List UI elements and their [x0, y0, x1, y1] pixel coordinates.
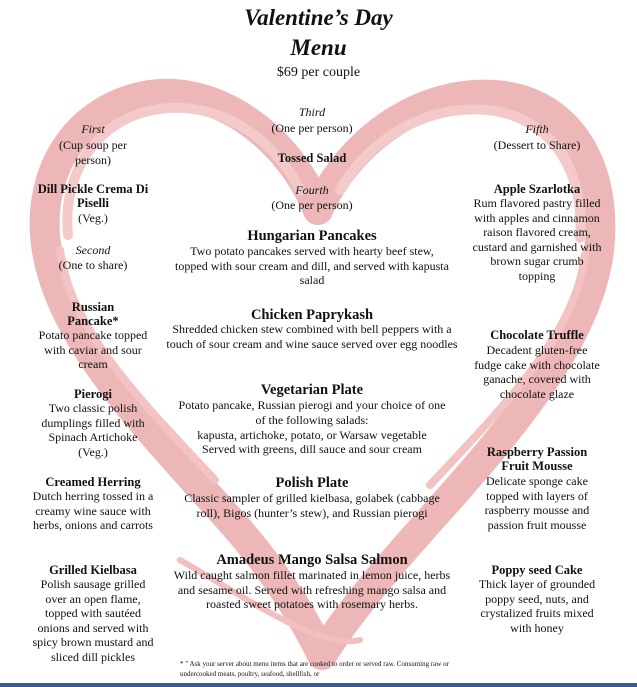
course-first-label: First	[81, 122, 105, 136]
dish-vegetarian-plate-served: Served with greens, dill sauce and sour cream	[202, 442, 422, 456]
dish-raspberry-passion-fruit-mousse: Raspberry Passion Fruit Mousse	[486, 445, 588, 473]
title-line-2: Menu	[290, 35, 347, 60]
course-fourth-note: (One per person)	[271, 198, 353, 212]
dish-hungarian-pancakes-desc: Two potato pancakes served with hearty beef stew, topped with sour cream and dill, and served with kapusta salad	[175, 244, 449, 288]
dish-russian-pancake-desc: Potato pancake topped with caviar and sour cream	[38, 328, 148, 372]
dish-chocolate-truffle-desc: Decadent gluten-free fudge cake with chocolate ganache, covered with chocolate glaze	[474, 343, 600, 401]
dish-polish-plate-desc: Classic sampler of grilled kielbasa, golabek (cabbage roll), Bigos (hunter’s stew), and Russian pierogi	[184, 491, 440, 520]
course-second-label: Second	[75, 243, 111, 257]
dish-creamed-herring-desc: Dutch herring tossed in a creamy wine sauce with herbs, onions and carrots	[32, 489, 154, 533]
dish-mango-salsa-salmon-desc: Wild caught salmon fillet marinated in lemon juice, herbs and sesame oil. Served with refreshing mango salsa and roasted sweet potatoes with rosemary herbs.	[173, 568, 451, 612]
title-line-1: Valentine’s Day	[244, 5, 393, 30]
bottom-bar	[0, 683, 637, 687]
course-fifth-note: (Dessert to Share)	[493, 138, 581, 152]
course-fourth-label: Fourth	[295, 183, 329, 197]
dish-hungarian-pancakes: Hungarian Pancakes	[247, 228, 377, 244]
dish-poppy-seed-cake-desc: Thick layer of grounded poppy seed, nuts, and crystalized fruits mixed with honey	[478, 577, 596, 635]
course-third-label: Third	[298, 105, 326, 119]
dish-chicken-paprykash: Chicken Paprykash	[250, 307, 374, 323]
dish-poppy-seed-cake: Poppy seed Cake	[491, 563, 583, 577]
dish-grilled-kielbasa-desc: Polish sausage grilled over an open flame, topped with sautéed onions and served with spicy brown mustard and sliced dill pickles	[32, 577, 154, 664]
dish-chicken-paprykash-desc: Shredded chicken stew combined with bell peppers with a touch of sour cream and wine sauce served over egg noodles	[166, 322, 458, 351]
course-fifth-label: Fifth	[525, 122, 549, 136]
price: $69 per couple	[276, 65, 361, 80]
dish-mango-salsa-salmon: Amadeus Mango Salsa Salmon	[216, 552, 408, 568]
dish-raspberry-passion-fruit-mousse-desc: Delicate sponge cake topped with layers of raspberry mousse and passion fruit mousse	[484, 474, 590, 532]
menu-title	[170, 3, 467, 63]
dish-grilled-kielbasa: Grilled Kielbasa	[49, 563, 137, 577]
dish-polish-plate: Polish Plate	[275, 475, 349, 491]
dish-vegetarian-plate-desc: Potato pancake, Russian pierogi and your choice of one of the following salads:	[178, 398, 446, 427]
dish-vegetarian-plate: Vegetarian Plate	[260, 382, 364, 398]
course-second-note: (One to share)	[58, 258, 128, 272]
dish-vegetarian-plate-salads: kapusta, artichoke, potato, or Warsaw vegetable	[197, 428, 427, 442]
dish-russian-pancake: Russian Pancake*	[67, 300, 119, 328]
dish-chocolate-truffle: Chocolate Truffle	[490, 328, 584, 342]
dish-apple-szarlotka: Apple Szarlotka	[493, 182, 581, 196]
dish-pierogi: Pierogi	[74, 387, 112, 401]
dish-tossed-salad: Tossed Salad	[277, 151, 347, 165]
dish-apple-szarlotka-desc: Rum flavored pastry filled with apples and cinnamon raison flavored cream, custard and garnished with brown sugar crumb topping	[472, 196, 602, 283]
footnote: * " Ask your server about menu items that are cooked to order or served raw. Consuming raw or undercooked meats, poultry, seafood, shellfish, or	[180, 660, 449, 678]
dish-pierogi-desc: Two classic polish dumplings filled with Spinach Artichoke (Veg.)	[41, 401, 145, 459]
dish-creamed-herring: Creamed Herring	[45, 475, 141, 489]
course-first-note: (Cup soup per person)	[59, 138, 127, 167]
dish-dill-pickle: Dill Pickle Crema Di Piselli	[37, 182, 149, 210]
course-third-note: (One per person)	[271, 121, 353, 135]
dish-dill-pickle-veg: (Veg.)	[78, 211, 108, 225]
